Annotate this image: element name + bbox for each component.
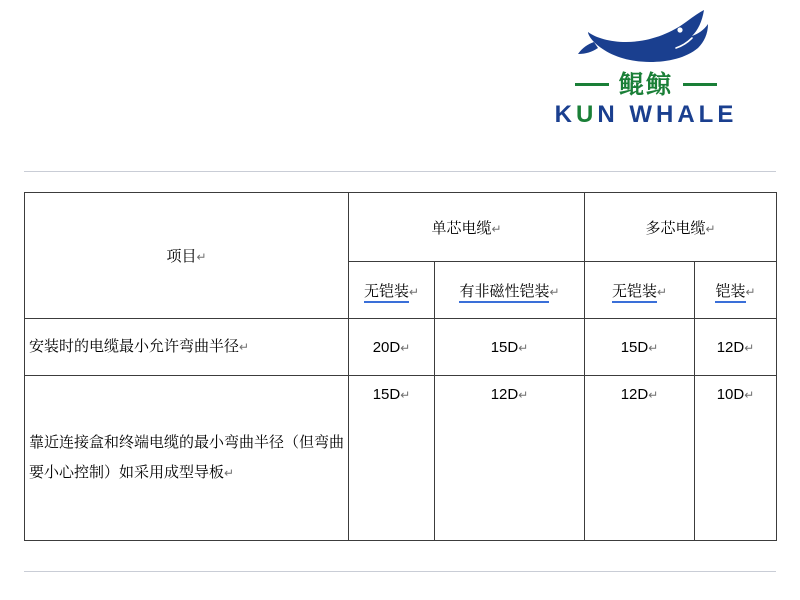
pilcrow-mark: ↵ bbox=[408, 284, 420, 299]
pilcrow-mark: ↵ bbox=[239, 340, 250, 354]
row-value-text: 15D bbox=[490, 338, 519, 356]
pilcrow-mark: ↵ bbox=[744, 388, 755, 402]
row-value-text: 10D bbox=[716, 386, 745, 403]
row-value-text: 20D bbox=[372, 338, 401, 356]
brand-en-rest: N WHALE bbox=[597, 101, 738, 128]
row-value bbox=[695, 376, 777, 541]
row-value-text: 15D bbox=[620, 338, 649, 356]
row-label-text: 靠近连接盒和终端电缆的最小弯曲半径（但弯曲要小心控制）如采用成型导板 bbox=[29, 434, 345, 481]
row-value bbox=[349, 376, 435, 541]
row-value bbox=[349, 319, 435, 376]
row-label bbox=[25, 376, 349, 541]
table-header-row-1 bbox=[25, 193, 777, 262]
brand-logo bbox=[516, 8, 776, 127]
pilcrow-mark: ↵ bbox=[518, 388, 529, 402]
row-label-text: 安装时的电缆最小允许弯曲半径 bbox=[29, 338, 240, 355]
divider-bottom bbox=[24, 571, 776, 572]
row-value-text: 12D bbox=[620, 386, 649, 403]
header-multi-label: 多芯电缆 bbox=[645, 219, 706, 237]
pilcrow-mark: ↵ bbox=[196, 250, 207, 264]
row-value bbox=[695, 319, 777, 376]
divider-top bbox=[24, 171, 776, 172]
pilcrow-mark: ↵ bbox=[705, 221, 716, 236]
brand-en-u: U bbox=[576, 101, 598, 128]
pilcrow-mark: ↵ bbox=[400, 388, 411, 402]
cable-bend-radius-table bbox=[24, 192, 776, 541]
header-cell-multi-unarmored bbox=[585, 262, 695, 319]
pilcrow-mark: ↵ bbox=[491, 221, 502, 236]
row-value-text: 15D bbox=[372, 386, 401, 403]
header-single-label: 单芯电缆 bbox=[431, 219, 492, 237]
header-single-nonmagnetic-label: 有非磁性铠装 bbox=[459, 283, 549, 303]
brand-rule-right bbox=[683, 83, 717, 86]
brand-name-cn: 鲲鲸 bbox=[618, 70, 673, 99]
pilcrow-mark: ↵ bbox=[745, 284, 756, 299]
pilcrow-mark: ↵ bbox=[549, 284, 560, 299]
header-cell-single-core bbox=[349, 193, 585, 262]
row-value-text: 12D bbox=[490, 386, 519, 403]
pilcrow-mark: ↵ bbox=[648, 340, 659, 355]
brand-en-k: K bbox=[554, 101, 576, 128]
pilcrow-mark: ↵ bbox=[656, 284, 668, 299]
header-single-unarmored-label: 无铠装 bbox=[364, 283, 409, 303]
pilcrow-mark: ↵ bbox=[744, 340, 755, 355]
table-row bbox=[25, 319, 777, 376]
header-item-label: 项目 bbox=[166, 248, 197, 265]
table-row bbox=[25, 376, 777, 541]
pilcrow-mark: ↵ bbox=[648, 388, 659, 402]
row-value bbox=[585, 376, 695, 541]
brand-cn-row bbox=[516, 72, 776, 97]
header-multi-armored-label: 铠装 bbox=[715, 283, 745, 303]
pilcrow-mark: ↵ bbox=[400, 340, 411, 355]
header-cell-single-unarmored bbox=[349, 262, 435, 319]
row-value bbox=[585, 319, 695, 376]
row-value bbox=[435, 319, 585, 376]
row-label bbox=[25, 319, 349, 376]
row-value-text: 12D bbox=[716, 338, 745, 356]
header-cell-multi-core bbox=[585, 193, 777, 262]
row-value bbox=[435, 376, 585, 541]
pilcrow-mark: ↵ bbox=[224, 466, 235, 480]
header-cell-item bbox=[25, 193, 349, 319]
brand-name-en bbox=[516, 103, 776, 127]
brand-rule-left bbox=[575, 83, 609, 86]
pilcrow-mark: ↵ bbox=[518, 340, 529, 355]
header-cell-multi-armored bbox=[695, 262, 777, 319]
header-cell-single-nonmagnetic bbox=[435, 262, 585, 319]
header-multi-unarmored-label: 无铠装 bbox=[612, 283, 657, 303]
whale-icon bbox=[576, 8, 716, 70]
